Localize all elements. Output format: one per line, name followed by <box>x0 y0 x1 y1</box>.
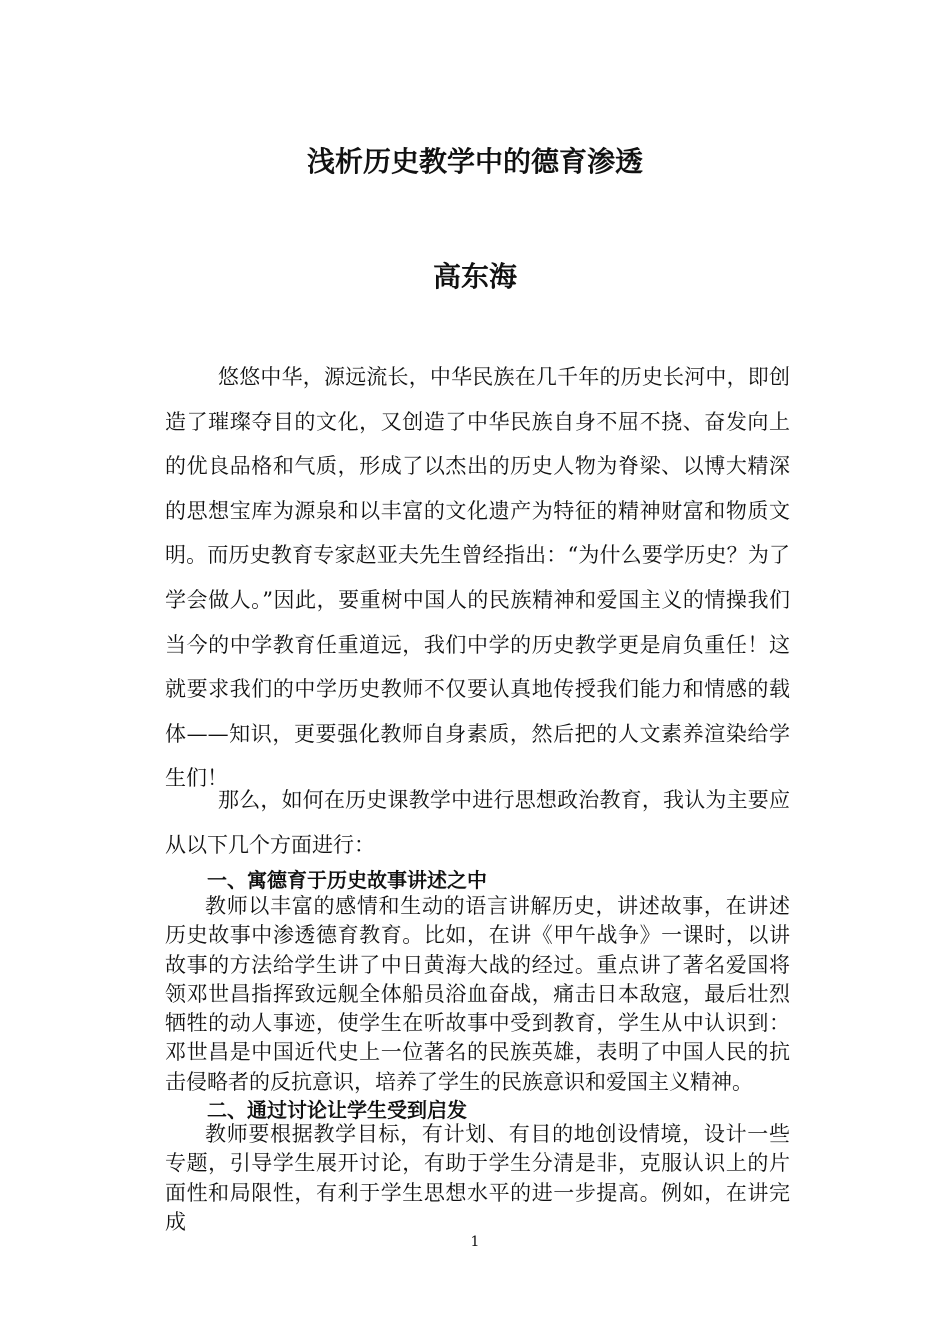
document-title: 浅析历史教学中的德育渗透 <box>306 145 643 178</box>
intro-paragraph: 悠悠中华，源远流长，中华民族在几千年的历史长河中，即创造了璀璨夺目的文化，又创造了中华民族自身不屈不挠、奋发向上的优良品格和气质，形成了以杰出的历史人物为脊梁、以博大精深的思想宝库为源泉和以丰富的文化遗产为特征的精神财富和物质文明。而历史教育专家赵亚夫先生曾经指出：“为什么要学历史？为了学会做人。”因此，要重树中国人的民族精神和爱国主义的情操我们当今的中学教育任重道远，我们中学的历史教学更是肩负重任！这就要求我们的中学历史教师不仅要认真地传授我们能力和情感的载体——知识，更要强化教师自身素质，然后把的人文素养渲染给学生们！ <box>165 365 790 791</box>
author-name: 高东海 <box>432 260 517 293</box>
section-heading-1: 一、寓德育于历史故事讲述之中 <box>207 868 487 892</box>
section-body-2: 教师要根据教学目标，有计划、有目的地创设情境，设计一些专题，引导学生展开讨论，有助于学生分清是非，克服认识上的片面性和局限性，有利于学生思想水平的进一步提高。例如，在讲完成 <box>165 1122 790 1234</box>
page-number: 1 <box>470 1234 480 1250</box>
section-heading-2: 二、通过讨论让学生受到启发 <box>207 1098 467 1122</box>
transition-paragraph: 那么，如何在历史课教学中进行思想政治教育，我认为主要应从以下几个方面进行： <box>165 788 790 857</box>
section-body-1: 教师以丰富的感情和生动的语言讲解历史，讲述故事，在讲述历史故事中渗透德育教育。比如，在讲《甲午战争》一课时，以讲故事的方法给学生讲了中日黄海大战的经过。重点讲了著名爱国将领邓世昌指挥致远舰全体船员浴血奋战，痛击日本敌寇，最后壮烈牺牲的动人事迹，使学生在听故事中受到教育，学生从中认识到：邓世昌是中国近代史上一位著名的民族英雄，表明了中国人民的抗击侵略者的反抗意识，培养了学生的民族意识和爱国主义精神。 <box>165 894 790 1094</box>
